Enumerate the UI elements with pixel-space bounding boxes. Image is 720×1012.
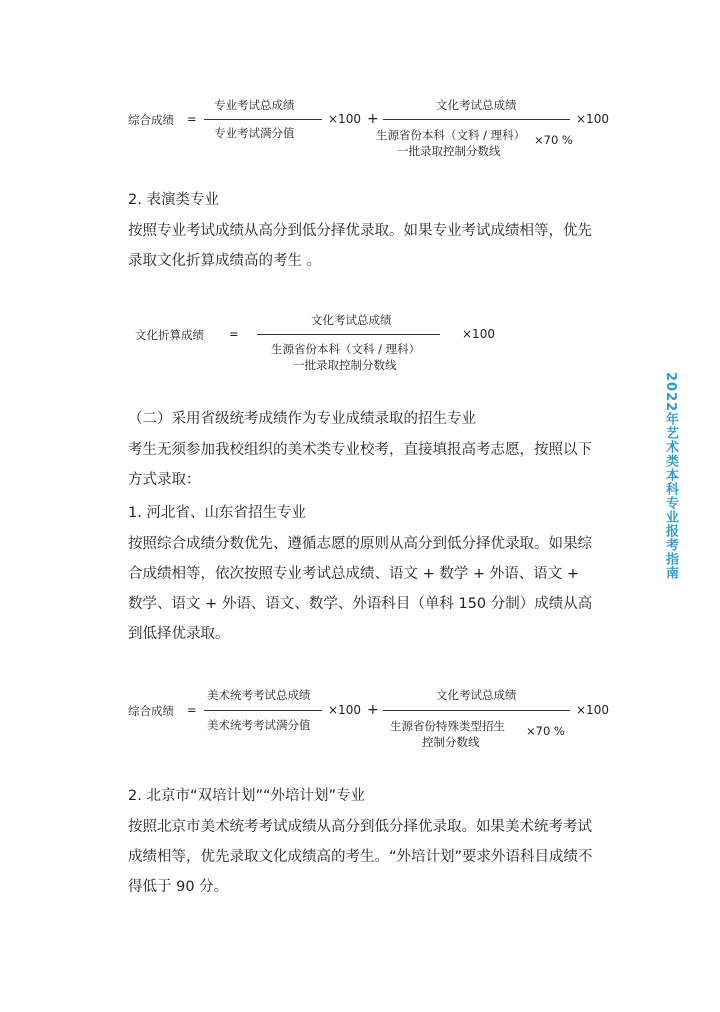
section-paragraph: 按照专业考试成绩从高分到低分择优录取。如果专业考试成绩相等，优先录取文化折算成绩高的考生 。 [128, 223, 592, 269]
formula-1-lhs: 综合成绩 [128, 113, 174, 127]
formula-3-denominator-1: 美术统考考试满分值 [207, 718, 311, 732]
formula-3-numerator-2: 文化考试总成绩 [436, 688, 517, 702]
section-heading: 1. 河北省、山东省招生专业 [128, 505, 306, 521]
formula-2-mult: ×100 [462, 327, 495, 341]
formula-1-denominator-1: 专业考试满分值 [214, 126, 295, 140]
section-paragraph: 按照北京市美术统考考试成绩从高分到低分择优录取。如果美术统考考试成绩相等，优先录取文化成绩高的考生。“外培计划”要求外语科目成绩不得低于 90 分。 [128, 819, 593, 895]
section-paragraph: 按照综合成绩分数优先、遵循志愿的原则从高分到低分择优录取。如果综合成绩相等，依次按照专业考试总成绩、语文 + 数学 + 外语、语文 + 数学、语文 + 外语、语文、数学、外语科目（单科 150 分制）成绩从高到低择优录取。 [128, 536, 593, 642]
formula-1-numerator-2: 文化考试总成绩 [436, 98, 517, 112]
formula-1-mult-2: ×100 [576, 112, 609, 126]
formula-1-numerator-1: 专业考试总成绩 [214, 98, 295, 112]
fraction-bar [204, 119, 322, 120]
part-paragraph: 考生无须参加我校组织的美术类专业校考，直接填报高考志愿，按照以下方式录取： [128, 442, 592, 488]
formula-3-numerator-1: 美术统考考试总成绩 [207, 688, 311, 702]
fraction-bar [204, 710, 322, 711]
section-heading: 2. 表演类专业 [128, 192, 219, 208]
sidebar-title: 2022年艺术类本科专业报考指南 [663, 372, 678, 581]
formula-3-denominator-2-line1: 生源省份特殊类型招生 [390, 719, 505, 733]
formula-1-mult-1: ×100 [328, 112, 361, 126]
formula-3-percent: ×70 % [526, 724, 565, 738]
formula-2-denominator-line1: 生源省份本科（文科 / 理科） [271, 342, 421, 356]
formula-3-plus: + [367, 702, 379, 718]
fraction-bar [383, 119, 570, 120]
part-heading: （二）采用省级统考成绩作为专业成绩录取的招生专业 [128, 411, 476, 427]
formula-1-plus: + [367, 111, 379, 127]
formula-3-eq: = [187, 703, 197, 717]
formula-3-denominator-2-line2: 控制分数线 [422, 735, 480, 749]
formula-1-denominator-2-line2: 一批录取控制分数线 [397, 144, 501, 158]
formula-2-lhs: 文化折算成绩 [135, 328, 204, 342]
formula-2-denominator-line2: 一批录取控制分数线 [293, 358, 397, 372]
fraction-bar [257, 334, 440, 335]
formula-1-denominator-2-line1: 生源省份本科（文科 / 理科） [376, 128, 526, 142]
formula-2-numerator: 文化考试总成绩 [311, 313, 392, 327]
formula-3-mult-2: ×100 [576, 703, 609, 717]
formula-1-eq: = [187, 112, 197, 126]
formula-3-lhs: 综合成绩 [128, 704, 174, 718]
formula-2-eq: = [229, 327, 239, 341]
formula-3-mult-1: ×100 [328, 703, 361, 717]
section-heading: 2. 北京市“双培计划”“外培计划”专业 [128, 788, 365, 804]
fraction-bar [383, 710, 570, 711]
formula-1-percent: ×70 % [534, 133, 573, 147]
